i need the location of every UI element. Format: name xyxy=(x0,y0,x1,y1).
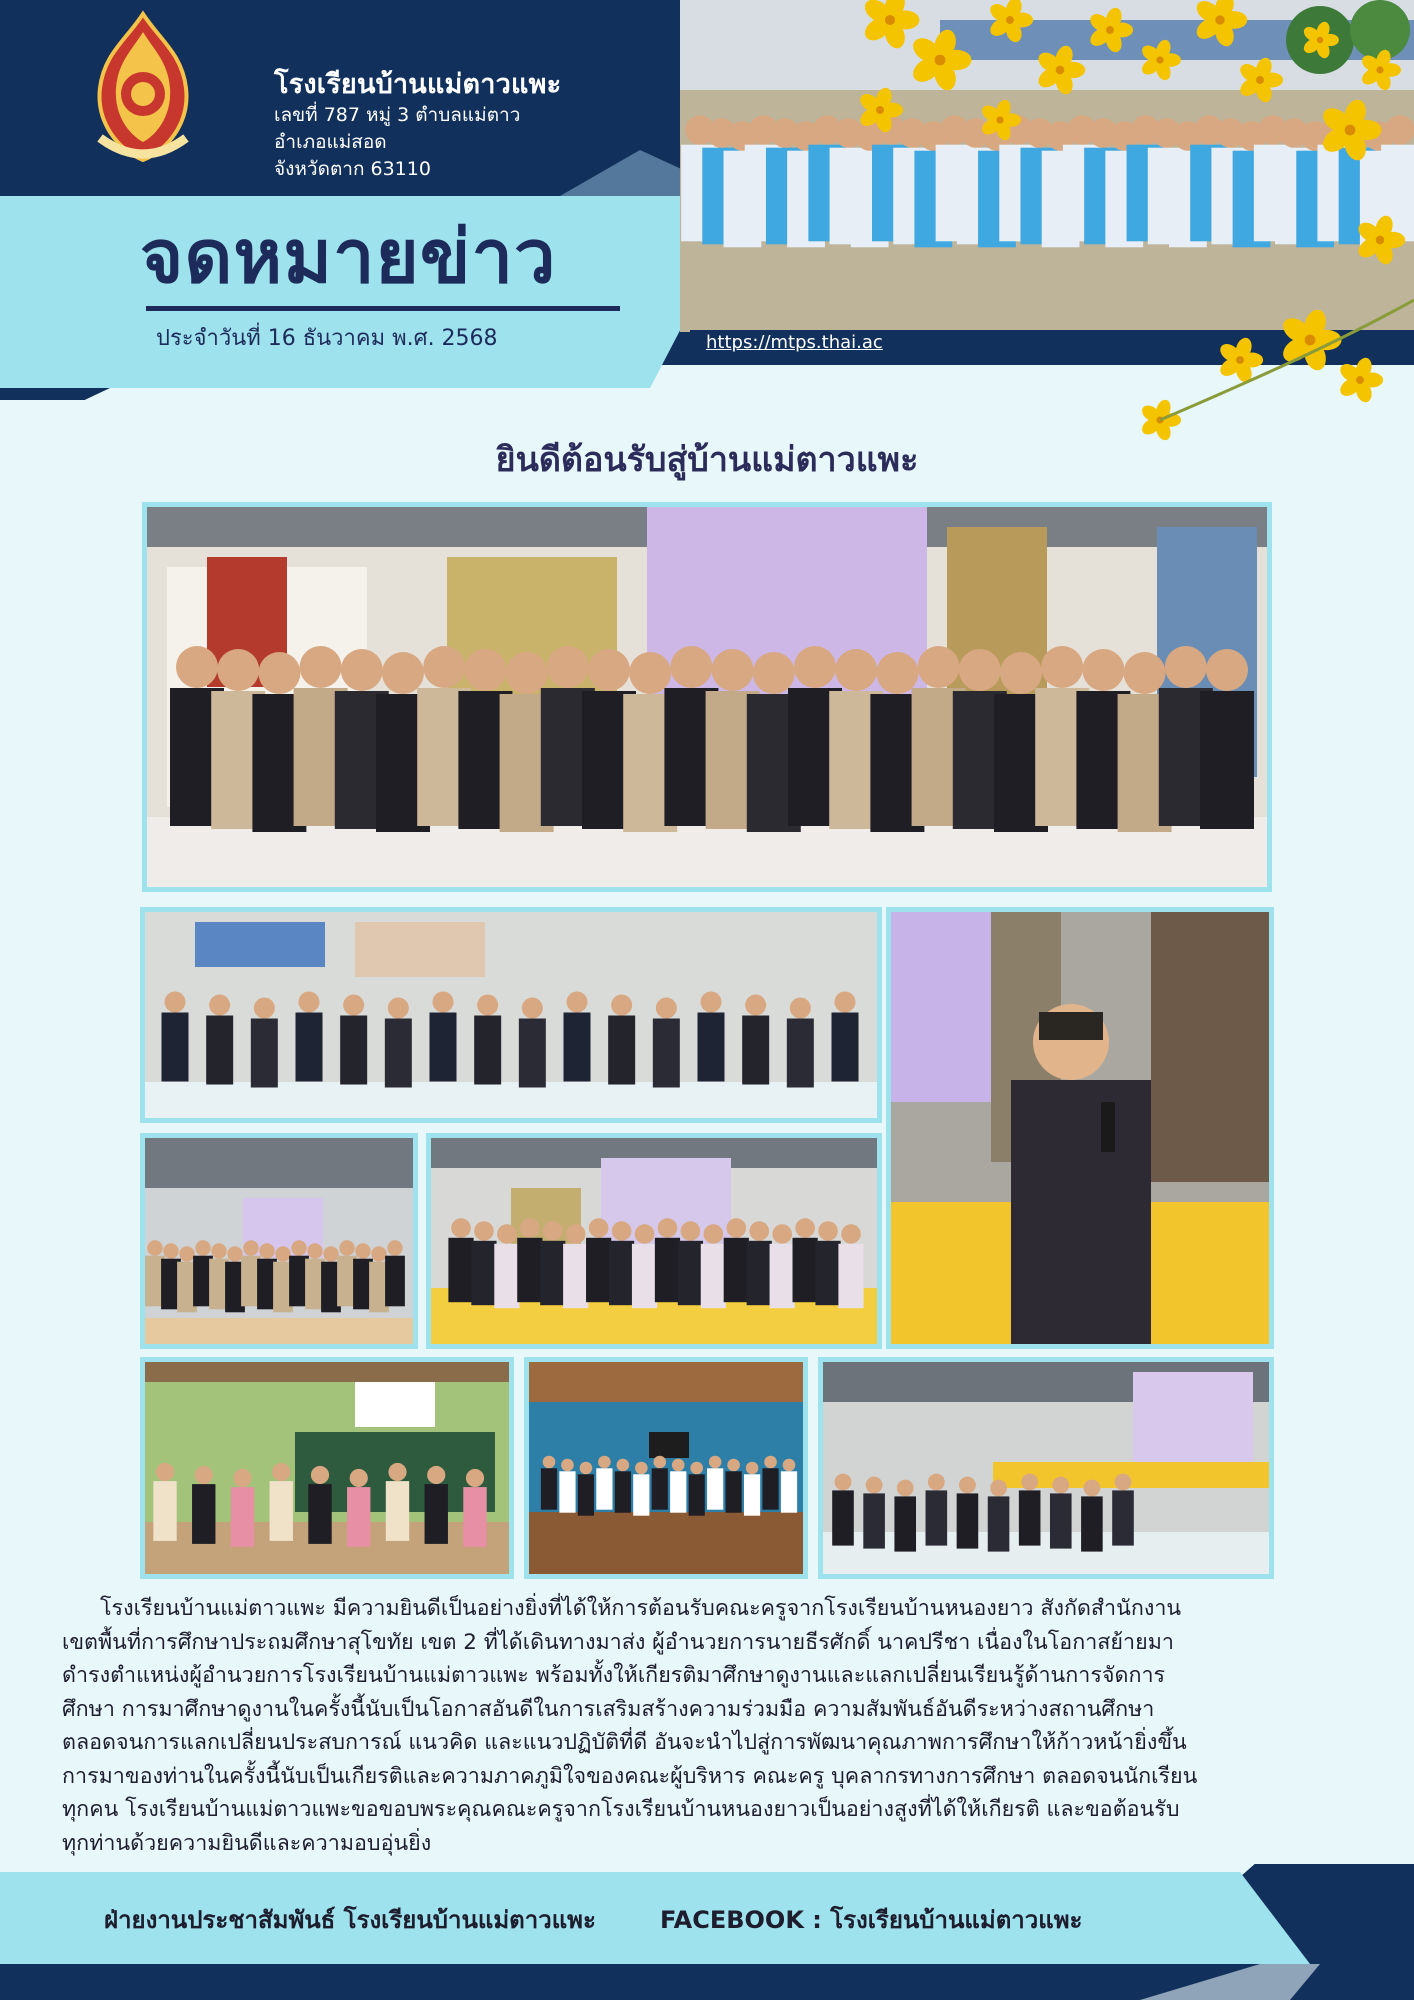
body-line: ดำรงตำแหน่งผู้อำนวยการโรงเรียนบ้านแม่ตาวแพะ พร้อมทั้งให้เกียรติมาศึกษาดูงานและแลกเปลี่ยนเรียนรู้ด้านการจัดการ xyxy=(62,1663,1166,1688)
body-line: ศึกษา การมาศึกษาดูงานในครั้งนี้นับเป็นโอกาสอันดีในการเสริมสร้างความร่วมมือ ความสัมพันธ์อันดีระหว่างสถานศึกษา xyxy=(62,1696,1155,1722)
address-line-2: อำเภอแม่สอด xyxy=(274,131,387,153)
school-name: โรงเรียนบ้านแม่ตาวแพะ xyxy=(274,69,562,100)
body-line: ทุกท่านด้วยความยินดีและความอบอุ่นยิ่ง xyxy=(62,1830,432,1856)
body-line: เขตพื้นที่การศึกษาประถมศึกษาสุโขทัย เขต 2 ที่ได้เดินทางมาส่ง ผู้อำนวยการนายธีรศักดิ์ นาคปรีชา เนื่องในโอกาสย้ายมา xyxy=(62,1629,1174,1655)
golden-shower-flower-icon xyxy=(860,0,1414,460)
photo-group-main xyxy=(142,502,1272,892)
address-line-1: เลขที่ 787 หมู่ 3 ตำบลแม่ตาว xyxy=(274,104,521,126)
article-paragraph xyxy=(62,1592,1352,1860)
photo-meeting-hall xyxy=(140,907,882,1123)
photo-group-hall-1 xyxy=(140,1133,418,1349)
school-emblem-logo xyxy=(86,10,200,164)
photo-group-hall-2 xyxy=(426,1133,882,1349)
issue-date: ประจำวันที่ 16 ธันวาคม พ.ศ. 2568 xyxy=(156,326,498,351)
article-body xyxy=(62,1592,1352,1860)
body-line: ตลอดจนการแลกเปลี่ยนประสบการณ์ แนวคิด และแนวปฏิบัติที่ดี อันจะนำไปสู่การพัฒนาคุณภาพการศึกษาให้ก้าวหน้ายิ่งขึ้น xyxy=(62,1730,1187,1755)
website-link[interactable]: https://mtps.thai.ac xyxy=(706,332,883,353)
title-underline xyxy=(146,306,620,311)
photo-meeting-hall-2 xyxy=(818,1357,1274,1579)
body-line: โรงเรียนบ้านแม่ตาวแพะ มีความยินดีเป็นอย่างยิ่งที่ได้ให้การต้อนรับคณะครูจากโรงเรียนบ้านหนองยาว สังกัดสำนักงาน xyxy=(100,1596,1182,1621)
photo-classroom-2 xyxy=(524,1357,808,1579)
photo-speaker xyxy=(886,907,1274,1349)
address-line-3: จังหวัดตาก 63110 xyxy=(274,158,431,180)
body-line: ทุกคน โรงเรียนบ้านแม่ตาวแพะขอขอบพระคุณคณะครูจากโรงเรียนบ้านหนองยาวเป็นอย่างสูงที่ได้ให้เกียรติ และขอต้อนรับ xyxy=(62,1797,1180,1822)
headline: ยินดีต้อนรับสู่บ้านแม่ตาวแพะ xyxy=(495,440,919,480)
body-line: การมาของท่านในครั้งนี้นับเป็นเกียรติและความภาคภูมิใจของคณะผู้บริหาร คณะครู บุคลากรทางการศึกษา ตลอดจนนักเรียน xyxy=(62,1763,1198,1789)
footer-department: ฝ่ายงานประชาสัมพันธ์ โรงเรียนบ้านแม่ตาวแพะ xyxy=(104,1906,596,1934)
facebook-link[interactable]: FACEBOOK : โรงเรียนบ้านแม่ตาวแพะ xyxy=(660,1906,1083,1934)
photo-classroom-1 xyxy=(140,1357,514,1579)
newsletter-title: จดหมายข่าว xyxy=(140,214,557,300)
